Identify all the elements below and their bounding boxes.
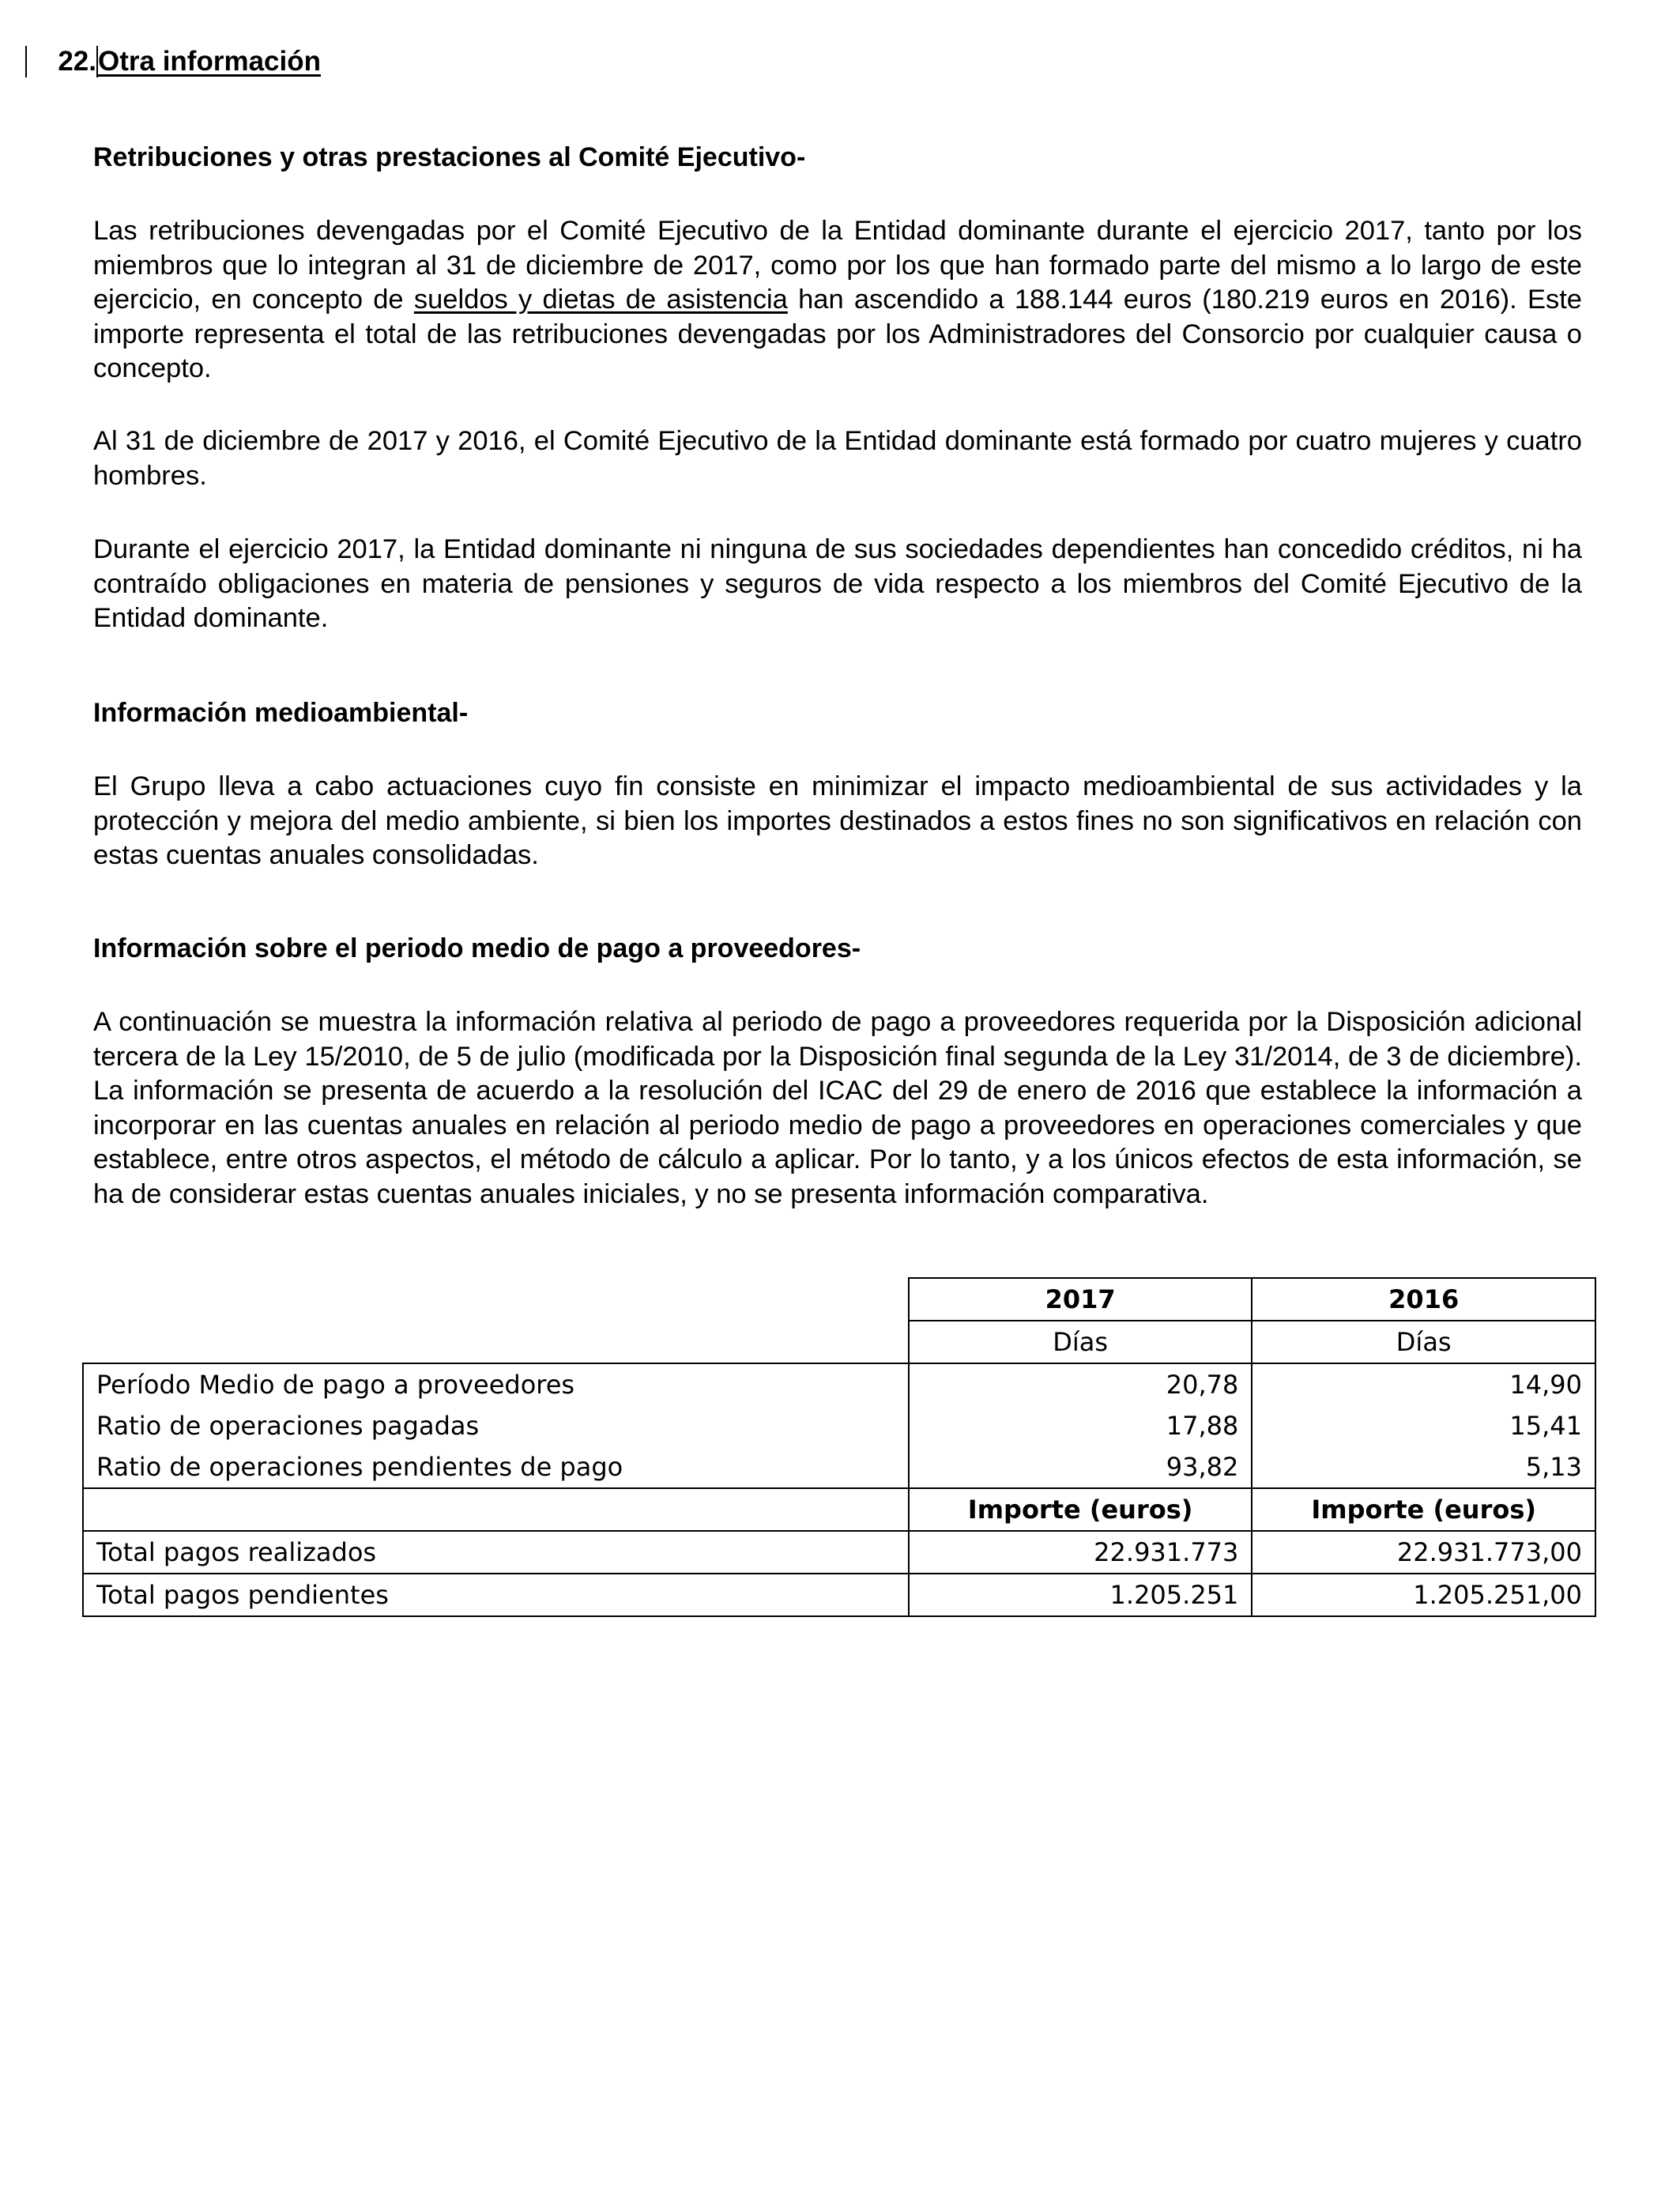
paragraph-medioambiental: El Grupo lleva a cabo actuaciones cuyo fin consiste en minimizar el impacto medioambiental de sus actividades y la protección y mejora del medio ambiente, si bien los importes destinados a estos fines no son significativos en relación con estas cuentas anuales consolidadas.	[93, 771, 1582, 870]
paragraph-composicion: Al 31 de diciembre de 2017 y 2016, el Comité Ejecutivo de la Entidad dominante está formado por cuatro mujeres y cuatro hombres.	[93, 426, 1582, 491]
table-row	[83, 1574, 1595, 1616]
table-row	[83, 1531, 1595, 1574]
table-empty-cell	[83, 1488, 909, 1531]
table-cell-2016: 15,41	[1252, 1405, 1595, 1446]
table-cell-2016: 5,13	[1252, 1446, 1595, 1488]
table-row	[83, 1405, 1595, 1446]
section-title-text: Otra información	[98, 46, 321, 77]
heading-comite-ejecutivo: Retribuciones y otras prestaciones al Comité Ejecutivo-	[93, 142, 806, 172]
table-cell-2017: 20,78	[909, 1363, 1252, 1405]
table-row-label: Total pagos pendientes	[83, 1574, 909, 1616]
table-header-units-days	[83, 1321, 1595, 1363]
table-header-units-amount	[83, 1488, 1595, 1531]
paragraph-periodo-medio-pago: A continuación se muestra la información relativa al periodo de pago a proveedores requerida por la Disposición adicional tercera de la Ley 15/2010, de 5 de julio (modificada por la Disposición final segunda de la Ley 31/2014, de 3 de diciembre). La información se presenta de acuerdo a la resolución del ICAC del 29 de enero de 2016 que establece la información a incorporar en las cuentas anuales en relación al periodo medio de pago a proveedores en operaciones comerciales y que establece, entre otros aspectos, el método de cálculo a aplicar. Por lo tanto, y a los únicos efectos de esta información, se ha de considerar estas cuentas anuales iniciales, y no se presenta información comparativa.	[93, 1007, 1582, 1209]
table-row	[83, 1363, 1595, 1405]
heading-medioambiental: Información medioambiental-	[93, 698, 469, 728]
table-header-years	[83, 1278, 1595, 1321]
table-header-year-2016: 2016	[1252, 1278, 1595, 1321]
section-title	[25, 46, 321, 77]
table-cell-2017: 22.931.773	[909, 1531, 1252, 1574]
table-cell-2016: 14,90	[1252, 1363, 1595, 1405]
table-unit-amount-2016: Importe (euros)	[1252, 1488, 1595, 1531]
table-cell-2017: 1.205.251	[909, 1574, 1252, 1616]
paragraph-retribuciones-part1: Las retribuciones devengadas por el Comité Ejecutivo de la Entidad dominante durante el ejercicio 2017, tanto por los miembros que lo integran al 31 de diciembre de 2017, como por los que han formado parte del mismo a lo largo de este ejercicio, en concepto de	[93, 216, 1582, 315]
paragraph-retribuciones-underlined: sueldos y dietas de asistencia	[413, 285, 788, 315]
table-cell-2016: 1.205.251,00	[1252, 1574, 1595, 1616]
table-row-label: Período Medio de pago a proveedores	[83, 1363, 909, 1405]
table-row-label: Ratio de operaciones pendientes de pago	[83, 1446, 909, 1488]
section-number: 22.	[25, 46, 98, 77]
table-cell-2017: 17,88	[909, 1405, 1252, 1446]
table-unit-days-2017: Días	[909, 1321, 1252, 1363]
paragraph-creditos: Durante el ejercicio 2017, la Entidad dominante ni ninguna de sus sociedades dependientes han concedido créditos, ni ha contraído obligaciones en materia de pensiones y seguros de vida respecto a los miembros del Comité Ejecutivo de la Entidad dominante.	[93, 534, 1582, 633]
table-cell-2017: 93,82	[909, 1446, 1252, 1488]
table-unit-days-2016: Días	[1252, 1321, 1595, 1363]
table-row	[83, 1446, 1595, 1488]
paragraph-retribuciones-part2: han ascendido a 188.144 euros (180.219 euros en 2016). Este importe representa el total de las retribuciones devengadas por los Administradores del Consorcio por cualquier causa o concepto.	[93, 285, 1582, 383]
paragraph-retribuciones	[93, 214, 1582, 386]
heading-periodo-medio-pago: Información sobre el periodo medio de pago a proveedores-	[93, 933, 861, 963]
payment-period-table	[82, 1277, 1596, 1617]
table-empty-cell	[83, 1278, 909, 1321]
table-cell-2016: 22.931.773,00	[1252, 1531, 1595, 1574]
table-header-year-2017: 2017	[909, 1278, 1252, 1321]
table-row-label: Total pagos realizados	[83, 1531, 909, 1574]
table-empty-cell	[83, 1321, 909, 1363]
table-unit-amount-2017: Importe (euros)	[909, 1488, 1252, 1531]
table-row-label: Ratio de operaciones pagadas	[83, 1405, 909, 1446]
